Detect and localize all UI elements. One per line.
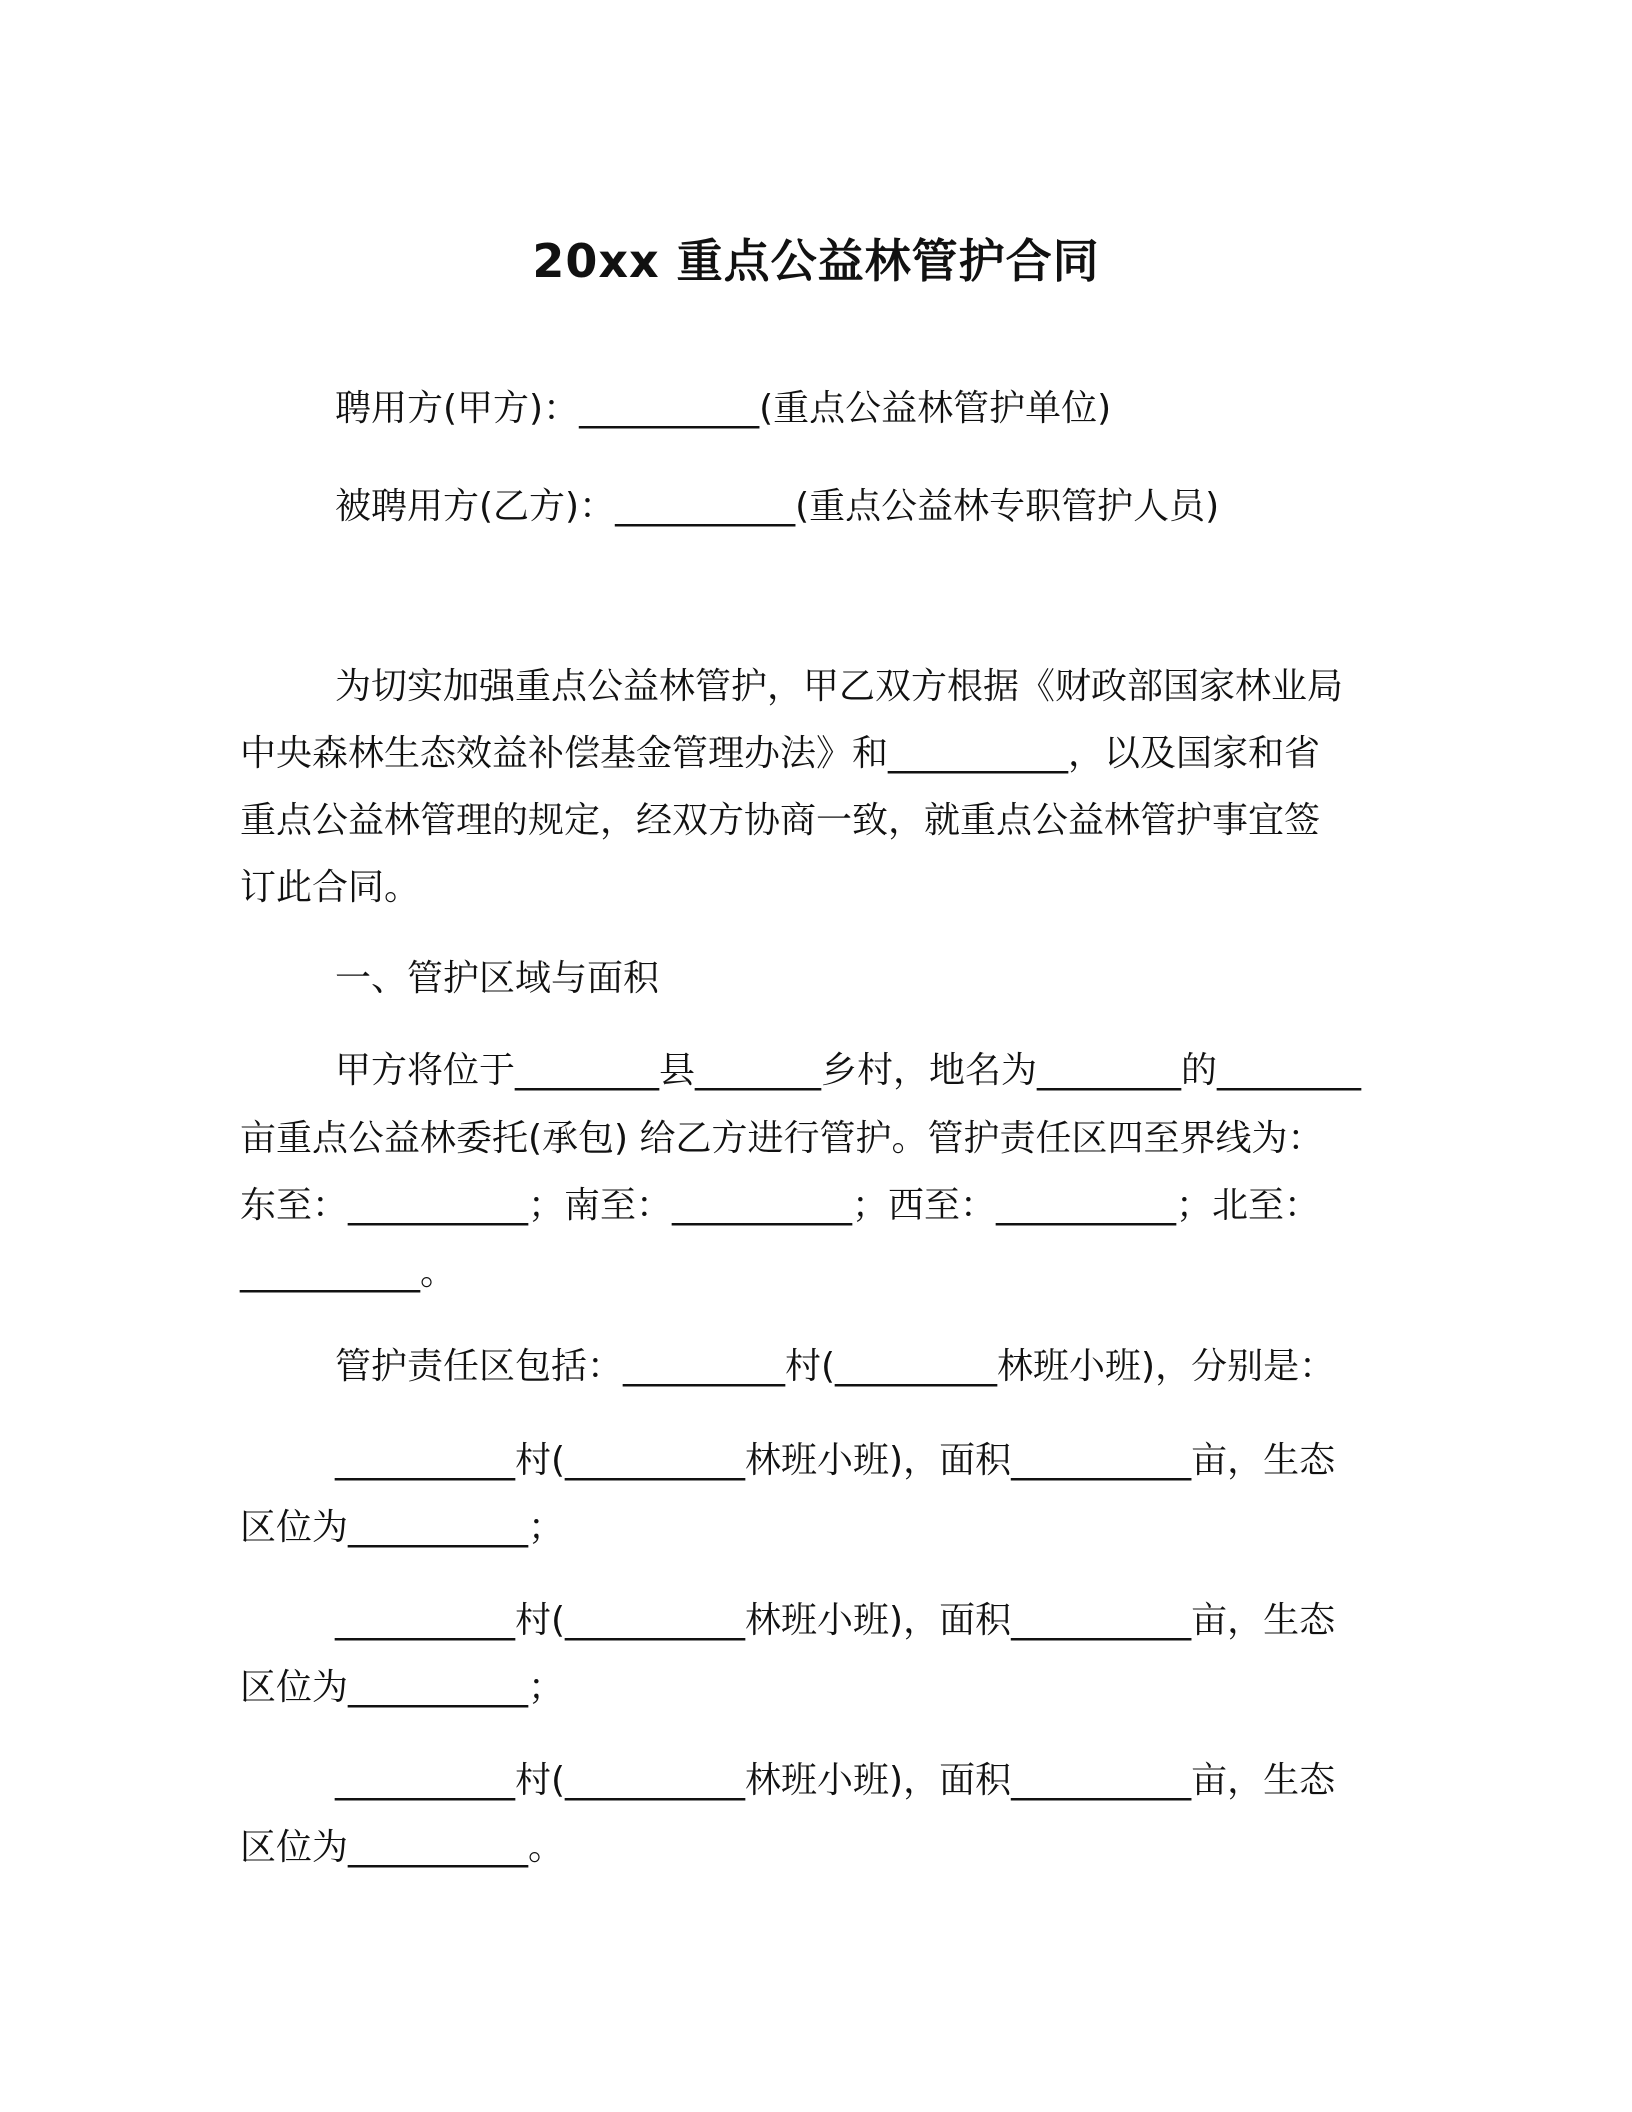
section-1-line-3: 东至：__________；南至：__________；西至：__________；北至： bbox=[240, 1185, 1321, 1226]
village-2-line-2: 区位为__________； bbox=[240, 1667, 565, 1708]
intro-line-3: 重点公益林管理的规定，经双方协商一致，就重点公益林管护事宜签 bbox=[240, 800, 1321, 841]
intro-line-1: 为切实加强重点公益林管护，甲乙双方根据《财政部国家林业局 bbox=[335, 666, 1344, 707]
intro-line-2: 中央森林生态效益补偿基金管理办法》和__________，以及国家和省 bbox=[240, 733, 1321, 774]
section-1-line-2: 亩重点公益林委托(承包) 给乙方进行管护。管护责任区四至界线为： bbox=[240, 1118, 1324, 1159]
section-1-line-4: __________。 bbox=[240, 1252, 457, 1293]
village-3-line-1: __________村(__________林班小班)，面积__________亩，生态 bbox=[335, 1760, 1336, 1801]
section-1-line-1: 甲方将位于________县_______乡村，地名为________的________ bbox=[335, 1050, 1362, 1091]
village-1-line-2: 区位为__________； bbox=[240, 1507, 565, 1548]
section-1-heading: 一、管护区域与面积 bbox=[335, 958, 660, 999]
village-2-line-1: __________村(__________林班小班)，面积__________亩，生态 bbox=[335, 1600, 1336, 1641]
village-1-line-1: __________村(__________林班小班)，面积__________亩，生态 bbox=[335, 1440, 1336, 1481]
includes-line: 管护责任区包括：_________村(_________林班小班)，分别是： bbox=[335, 1346, 1336, 1387]
intro-line-4: 订此合同。 bbox=[240, 867, 421, 908]
party-a-line: 聘用方(甲方)：__________(重点公益林管护单位) bbox=[335, 388, 1112, 429]
party-b-line: 被聘用方(乙方)：__________(重点公益林专职管护人员) bbox=[335, 486, 1220, 527]
document-title: 20xx 重点公益林管护合同 bbox=[532, 234, 1100, 288]
village-3-line-2: 区位为__________。 bbox=[240, 1827, 565, 1868]
